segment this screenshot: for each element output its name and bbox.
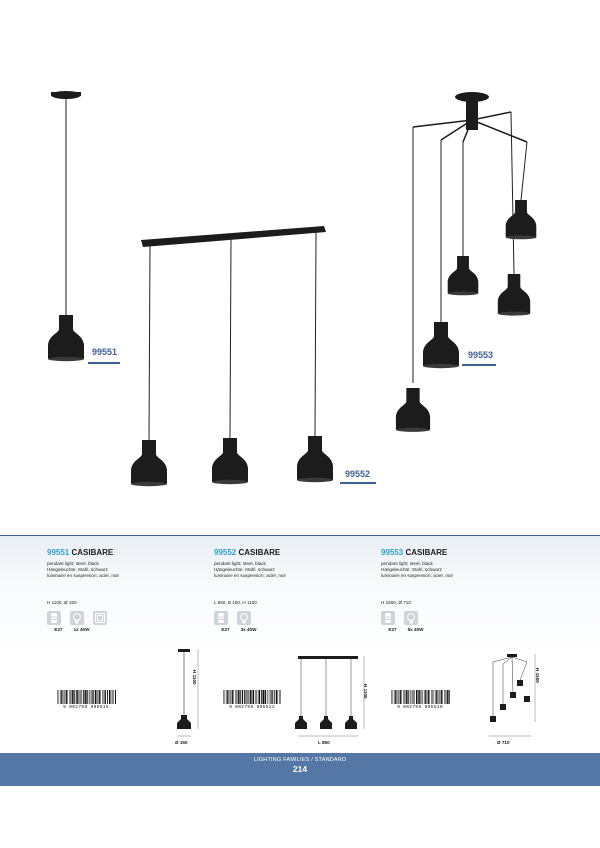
barcode-bar bbox=[233, 690, 234, 704]
barcode-bar bbox=[413, 690, 414, 704]
barcode-bar bbox=[444, 690, 445, 704]
barcode-bar bbox=[439, 690, 440, 704]
barcode-bar bbox=[398, 690, 399, 704]
e27-socket-icon bbox=[214, 611, 228, 625]
barcode-bar bbox=[255, 690, 256, 704]
barcode-bar bbox=[73, 690, 74, 704]
barcode-bar bbox=[239, 690, 240, 704]
product-dimensions: H 1100, Ø 150 bbox=[47, 600, 77, 605]
dimension-height-label: H 1100 bbox=[192, 670, 197, 685]
barcode-bar bbox=[97, 690, 98, 704]
barcode-bar bbox=[423, 690, 424, 704]
barcode-bar bbox=[411, 690, 412, 704]
power-label: 1x 40W bbox=[73, 627, 90, 632]
product-dimensions: H 1500, Ø 710 bbox=[381, 600, 411, 605]
barcode-bar bbox=[445, 690, 446, 704]
barcode-bar bbox=[112, 690, 113, 704]
barcode-bar bbox=[230, 690, 231, 704]
product-title: 99553 CASIBARE bbox=[381, 548, 448, 557]
barcode-bar bbox=[431, 690, 432, 704]
product-description: pendant light; steel, black Hängeleuchte; Stahl, schwarz luminaire en suspension; acier, noir bbox=[381, 561, 454, 578]
photo-tag-underline bbox=[340, 482, 376, 484]
barcode-number: 9 002759 995522 bbox=[229, 705, 275, 710]
barcode-bar bbox=[270, 690, 271, 704]
barcode-bar bbox=[432, 690, 433, 704]
barcode-bar bbox=[271, 690, 272, 704]
e27-socket-icon bbox=[381, 611, 395, 625]
barcode-bar bbox=[261, 690, 262, 704]
class-2-icon bbox=[93, 611, 107, 625]
barcode-bar bbox=[394, 690, 395, 704]
dimension-width-label: L 850 bbox=[318, 740, 330, 745]
barcode-bar bbox=[77, 690, 78, 704]
photo-tag-99552: 99552 bbox=[345, 469, 371, 479]
barcode-bar bbox=[410, 690, 411, 704]
barcode-bar bbox=[429, 690, 430, 704]
photo-tag-99553: 99553 bbox=[468, 350, 494, 360]
barcode-bar bbox=[406, 690, 407, 704]
barcode-bar bbox=[395, 690, 396, 704]
barcode-number: 9 002759 995515 bbox=[63, 705, 109, 710]
barcode-bar bbox=[448, 690, 449, 704]
barcode-bar bbox=[226, 690, 227, 704]
barcode-bars bbox=[56, 690, 116, 704]
photo-tag-underline bbox=[88, 362, 120, 364]
barcode-bar bbox=[274, 690, 275, 704]
barcode-bar bbox=[447, 690, 448, 704]
barcode-bar bbox=[391, 690, 392, 704]
bulb-icon bbox=[237, 611, 251, 625]
barcode-bar bbox=[258, 690, 259, 704]
product-dimensions: L 850, B 150, H 1100 bbox=[214, 600, 257, 605]
barcode-bar bbox=[100, 690, 101, 704]
barcode-bar bbox=[105, 690, 106, 704]
bulb-icon bbox=[404, 611, 418, 625]
barcode-bar bbox=[104, 690, 105, 704]
barcode-bar bbox=[248, 690, 249, 704]
barcode-bar bbox=[107, 690, 108, 704]
barcode-bar bbox=[57, 690, 58, 704]
barcode-bar bbox=[246, 690, 247, 704]
barcode-bar bbox=[60, 690, 61, 704]
barcode-number: 9 002759 995539 bbox=[397, 705, 443, 710]
barcode-bar bbox=[115, 690, 116, 704]
socket-label: E27 bbox=[221, 627, 230, 632]
barcode-bar bbox=[238, 690, 239, 704]
barcode-bar bbox=[111, 690, 112, 704]
barcode-bar bbox=[89, 690, 90, 704]
bulb-icon bbox=[70, 611, 84, 625]
barcode-bar bbox=[64, 690, 65, 704]
dimension-height-label: H 1500 bbox=[535, 668, 540, 683]
barcode-bar bbox=[393, 690, 394, 704]
barcode-bar bbox=[419, 690, 420, 704]
barcode-bar bbox=[280, 690, 281, 704]
barcode-bars bbox=[222, 690, 282, 704]
product-description: pendant light; steel, black Hängeleuchte; Stahl, schwarz luminaire en suspension; acier, noir bbox=[214, 561, 287, 578]
barcode-bar bbox=[435, 690, 436, 704]
barcode-bar bbox=[59, 690, 60, 704]
barcode-bar bbox=[232, 690, 233, 704]
barcode-bar bbox=[244, 690, 245, 704]
barcode-bar bbox=[407, 690, 408, 704]
barcode-bar bbox=[92, 690, 93, 704]
barcode-bar bbox=[80, 690, 81, 704]
barcode-99553 bbox=[390, 690, 450, 710]
barcode-bar bbox=[247, 690, 248, 704]
barcode-bar bbox=[404, 690, 405, 704]
barcode-bar bbox=[113, 690, 114, 704]
barcode-bar bbox=[70, 690, 71, 704]
barcode-bar bbox=[418, 690, 419, 704]
product-title: 99552 CASIBARE bbox=[214, 548, 281, 557]
barcode-bar bbox=[267, 690, 268, 704]
product-spec-99553 bbox=[381, 548, 541, 632]
barcode-bar bbox=[259, 690, 260, 704]
barcode-bar bbox=[416, 690, 417, 704]
barcode-bar bbox=[250, 690, 251, 704]
pendant-99553-image bbox=[396, 92, 536, 432]
barcode-bar bbox=[276, 690, 277, 704]
barcode-bar bbox=[95, 690, 96, 704]
barcode-bar bbox=[441, 690, 442, 704]
barcode-bar bbox=[412, 690, 413, 704]
barcode-bar bbox=[253, 690, 254, 704]
barcode-bar bbox=[90, 690, 91, 704]
barcode-bar bbox=[428, 690, 429, 704]
barcode-bar bbox=[235, 690, 236, 704]
pendant-99551-image bbox=[48, 91, 84, 361]
dimension-height-label: H 1100 bbox=[363, 684, 368, 699]
barcode-bar bbox=[227, 690, 228, 704]
barcode-bar bbox=[251, 690, 252, 704]
barcode-bar bbox=[86, 690, 87, 704]
footer-band bbox=[0, 753, 600, 786]
product-title: 99551 CASIBARE bbox=[47, 548, 114, 557]
power-label: 5x 40W bbox=[407, 627, 424, 632]
barcode-bar bbox=[61, 690, 62, 704]
barcode-bar bbox=[263, 690, 264, 704]
barcode-bar bbox=[102, 690, 103, 704]
barcode-99551 bbox=[56, 690, 116, 710]
barcode-bar bbox=[83, 690, 84, 704]
barcode-bar bbox=[69, 690, 70, 704]
socket-label: E27 bbox=[54, 627, 63, 632]
photo-tag-underline bbox=[462, 364, 496, 366]
barcode-bar bbox=[425, 690, 426, 704]
dimension-width-label: Ø 150 bbox=[175, 740, 188, 745]
product-spec-99551 bbox=[47, 548, 207, 632]
barcode-bar bbox=[436, 690, 437, 704]
product-spec-99552 bbox=[214, 548, 374, 632]
e27-socket-icon bbox=[47, 611, 61, 625]
barcode-bar bbox=[424, 690, 425, 704]
barcode-bar bbox=[401, 690, 402, 704]
barcode-bar bbox=[442, 690, 443, 704]
barcode-bar bbox=[265, 690, 266, 704]
dimension-width-label: Ø 710 bbox=[497, 740, 510, 745]
barcode-bar bbox=[85, 690, 86, 704]
barcode-bar bbox=[72, 690, 73, 704]
barcode-bar bbox=[67, 690, 68, 704]
barcode-bar bbox=[76, 690, 77, 704]
barcode-bar bbox=[81, 690, 82, 704]
barcode-bar bbox=[109, 690, 110, 704]
barcode-bar bbox=[278, 690, 279, 704]
barcode-bar bbox=[434, 690, 435, 704]
barcode-99552 bbox=[222, 690, 282, 710]
barcode-bar bbox=[422, 690, 423, 704]
dimension-drawing-99553 bbox=[483, 650, 543, 740]
barcode-bar bbox=[414, 690, 415, 704]
barcode-bar bbox=[99, 690, 100, 704]
barcode-bar bbox=[403, 690, 404, 704]
barcode-bar bbox=[242, 690, 243, 704]
power-label: 3x 40W bbox=[240, 627, 257, 632]
barcode-bar bbox=[279, 690, 280, 704]
barcode-bar bbox=[236, 690, 237, 704]
dimension-drawing-99551 bbox=[160, 645, 220, 745]
photo-tag-99551: 99551 bbox=[92, 347, 118, 357]
barcode-bar bbox=[400, 690, 401, 704]
barcode-bars bbox=[390, 690, 450, 704]
pendant-99552-image bbox=[131, 226, 333, 486]
barcode-bar bbox=[269, 690, 270, 704]
barcode-bar bbox=[91, 690, 92, 704]
page-number: 214 bbox=[292, 764, 308, 774]
socket-label: E27 bbox=[388, 627, 397, 632]
barcode-bar bbox=[225, 690, 226, 704]
barcode-bar bbox=[66, 690, 67, 704]
barcode-bar bbox=[82, 690, 83, 704]
barcode-bar bbox=[223, 690, 224, 704]
product-description: pendant light; steel, black Hängeleuchte; Stahl, schwarz luminaire en suspension; acier, noir bbox=[47, 561, 120, 578]
footer-family: LIGHTING FAMILIES / STANDARD bbox=[253, 757, 347, 763]
dimension-drawing-99552 bbox=[292, 652, 372, 742]
barcode-bar bbox=[256, 690, 257, 704]
